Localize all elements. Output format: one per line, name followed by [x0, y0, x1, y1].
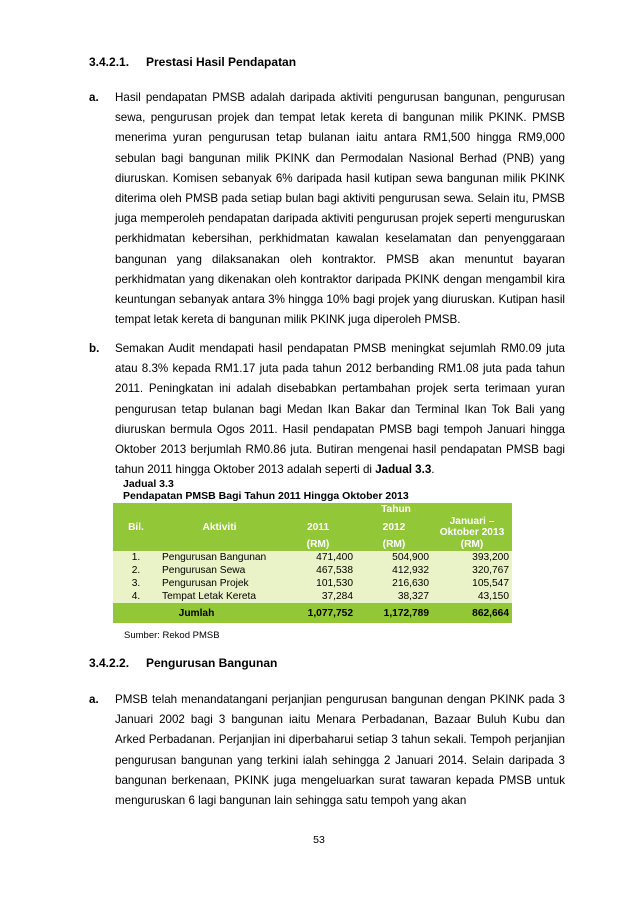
cell-2013: 43,150 — [432, 590, 512, 603]
total-2011: 1,077,752 — [280, 603, 356, 623]
cell-2012: 412,932 — [356, 564, 432, 577]
paragraph-b — [89, 339, 565, 477]
table-total-row — [113, 603, 512, 623]
cell-2012: 504,900 — [356, 551, 432, 564]
header-unit: (RM) — [432, 538, 512, 551]
table-source: Sumber: Rekod PMSB — [124, 630, 220, 641]
header-unit: (RM) — [356, 538, 432, 551]
paragraph-label: a. — [89, 91, 99, 104]
cell-2013: 393,200 — [432, 551, 512, 564]
header-aktiviti: Aktiviti — [159, 503, 280, 551]
section-number: 3.4.2.1. — [89, 55, 130, 69]
cell-bil: 1. — [113, 551, 159, 564]
cell-bil: 3. — [113, 577, 159, 590]
page-number: 53 — [313, 834, 325, 846]
table-caption: Jadual 3.3 — [123, 478, 174, 490]
cell-aktiviti: Pengurusan Bangunan — [159, 551, 280, 564]
cell-2011: 467,538 — [280, 564, 356, 577]
header-year-2011: 2011 — [280, 516, 356, 538]
table-row — [113, 590, 512, 603]
paragraph-label: b. — [89, 342, 100, 355]
section-number: 3.4.2.2. — [89, 656, 130, 670]
table-header-row — [113, 503, 512, 516]
paragraph-text: PMSB telah menandatangani perjanjian pengurusan bangunan dengan PKINK pada 3 Januari 2002 bagi 3 bangunan iaitu Menara Perbadanan, Bazaar Buluh Kubu dan Arked Perbadanan. Perjanjian ini diperbaharui setiap 3 tahun sekali. Tempoh perjanjian pengurusan bangunan yang terkini ialah sehingga 2 Januari 2014. Selain daripada 3 bangunan berkenaan, PKINK juga mengeluarkan surat tawaran kepada PMSB untuk menguruskan 6 lagi bangunan lain sehingga satu tempoh yang akan — [115, 693, 565, 808]
total-2013: 862,664 — [432, 603, 512, 623]
paragraph-a — [89, 88, 565, 328]
section-heading-3-4-2-1 — [89, 55, 296, 69]
cell-aktiviti: Tempat Letak Kereta — [159, 590, 280, 603]
paragraph-body: Semakan Audit mendapati hasil pendapatan PMSB meningkat sejumlah RM0.09 juta atau 8.3% kepada RM1.17 juta pada tahun 2012 berbanding RM1.08 juta pada tahun 2011. Peningkatan ini adalah disebabkan pertambahan projek serta terimaan yuran pengurusan tetap bulanan bagi Medan Ikan Bakar dan Terminal Ikan Tok Bali yang diuruskan bermula Ogos 2011. Hasil pendapatan PMSB bagi tempoh Januari hingga Oktober 2013 berjumlah RM0.86 juta. Butiran mengenai hasil pendapatan PMSB bagi tahun 2011 hingga Oktober 2013 adalah seperti di — [115, 342, 565, 477]
cell-2013: 320,767 — [432, 564, 512, 577]
paragraph-c — [89, 690, 565, 815]
cell-2011: 37,284 — [280, 590, 356, 603]
cell-2012: 38,327 — [356, 590, 432, 603]
section-heading-3-4-2-2 — [89, 656, 277, 670]
table-row — [113, 564, 512, 577]
cell-aktiviti: Pengurusan Sewa — [159, 564, 280, 577]
header-bil: Bil. — [113, 503, 159, 551]
paragraph-end: . — [431, 463, 435, 477]
cell-2011: 101,530 — [280, 577, 356, 590]
cell-2011: 471,400 — [280, 551, 356, 564]
header-unit: (RM) — [280, 538, 356, 551]
header-year-2012: 2012 — [356, 516, 432, 538]
table-title: Pendapatan PMSB Bagi Tahun 2011 Hingga Oktober 2013 — [123, 490, 409, 502]
cell-bil: 2. — [113, 564, 159, 577]
cell-aktiviti: Pengurusan Projek — [159, 577, 280, 590]
total-label: Jumlah — [113, 603, 280, 623]
header-tahun: Tahun — [280, 503, 512, 516]
revenue-table — [113, 503, 512, 623]
section-title: Pengurusan Bangunan — [146, 656, 278, 670]
paragraph-label: a. — [89, 693, 99, 706]
paragraph-text — [115, 339, 565, 480]
cell-2012: 216,630 — [356, 577, 432, 590]
cell-bil: 4. — [113, 590, 159, 603]
cell-2013: 105,547 — [432, 577, 512, 590]
header-year-2013: Januari – Oktober 2013 — [432, 516, 512, 538]
paragraph-text: Hasil pendapatan PMSB adalah daripada aktiviti pengurusan bangunan, pengurusan sewa, pengurusan projek dan tempat letak kereta di bangunan milik PKINK. PMSB menerima yuran pengurusan tetap bulanan iaitu antara RM1,500 hingga RM9,000 sebulan bagi bangunan milik PKINK dan Permodalan Nasional Berhad (PNB) yang diuruskan. Komisen sebanyak 6% daripada hasil kutipan sewa bangunan milik PKINK diterima oleh PMSB pada setiap bulan bagi aktiviti pengurusan sewa. Selain itu, PMSB juga memperoleh pendapatan daripada aktiviti pengurusan projek seperti menguruskan perkhidmatan kebersihan, perkhidmatan kawalan keselamatan dan penyenggaraan bangunan yang dilaksanakan oleh kontraktor. PMSB akan menuntut bayaran perkhidmatan yang dikenakan oleh kontraktor daripada PKINK dengan mengambil kira keuntungan sebanyak antara 3% hingga 10% bagi projek yang diuruskan. Kutipan hasil tempat letak kereta di bangunan milik PKINK juga diperoleh PMSB. — [115, 91, 565, 327]
total-2012: 1,172,789 — [356, 603, 432, 623]
table-row — [113, 577, 512, 590]
section-title: Prestasi Hasil Pendapatan — [146, 55, 297, 69]
table-row — [113, 551, 512, 564]
table-reference: Jadual 3.3 — [375, 463, 432, 477]
